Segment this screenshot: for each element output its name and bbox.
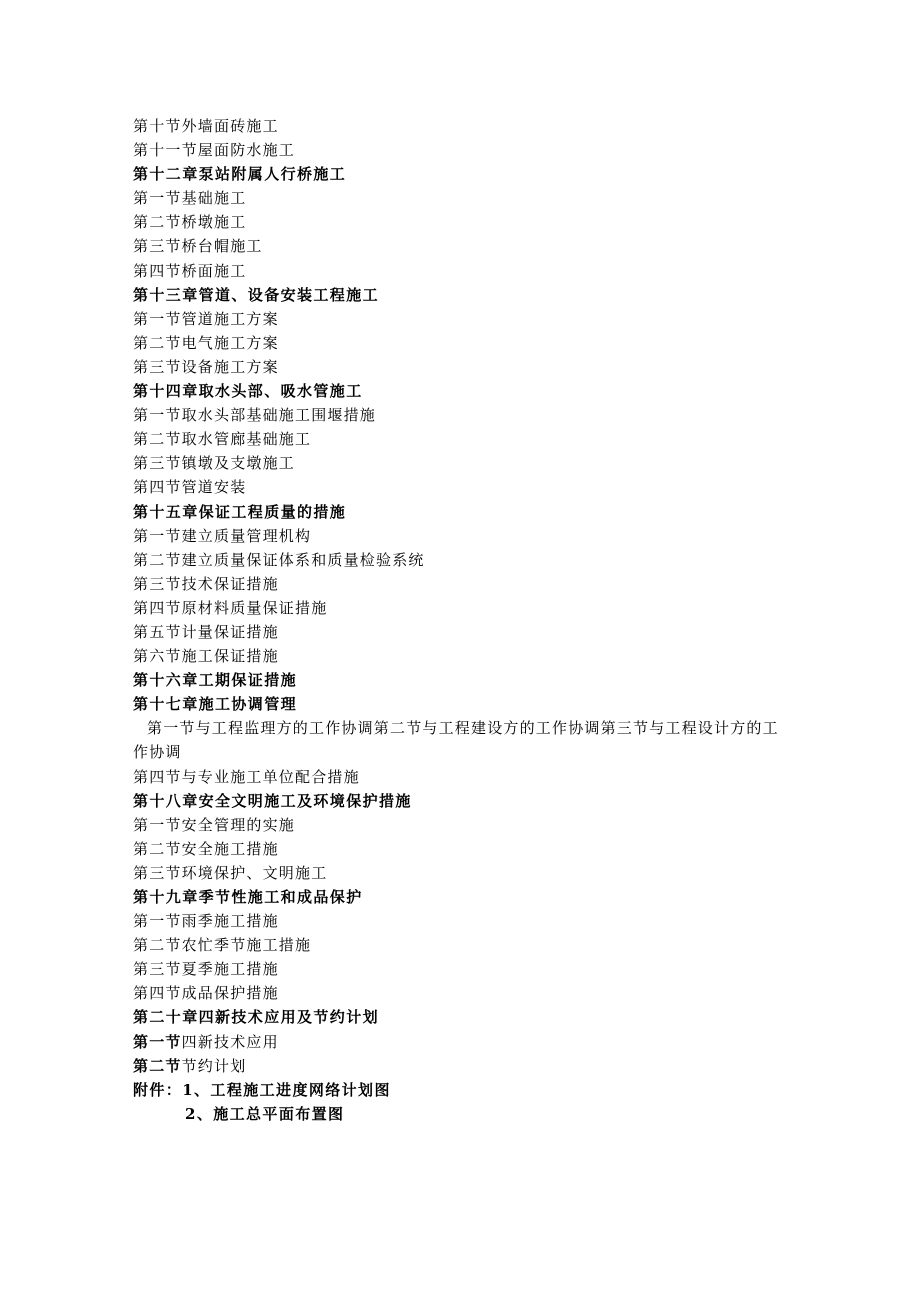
table-of-contents xyxy=(133,114,833,1126)
toc-chapter: 第十七章施工协调管理 xyxy=(133,695,298,714)
toc-section: 第四节原材料质量保证措施 xyxy=(133,598,328,617)
toc-section: 第一节基础施工 xyxy=(133,189,247,208)
toc-section: 第二节取水管廊基础施工 xyxy=(133,430,312,449)
toc-section: 第三节镇墩及支墩施工 xyxy=(133,454,296,473)
toc-section: 第四节与专业施工单位配合措施 xyxy=(133,767,360,786)
toc-section-paragraph: 第一节与工程监理方的工作协调第二节与工程建设方的工作协调第三节与工程设计方的工作协调 xyxy=(133,719,779,762)
toc-section: 第三节环境保护、文明施工 xyxy=(133,863,328,882)
toc-section: 第三节设备施工方案 xyxy=(133,357,279,376)
toc-section: 第三节技术保证措施 xyxy=(133,574,279,593)
toc-chapter: 第十四章取水头部、吸水管施工 xyxy=(133,382,363,401)
toc-section-number: 第二节 xyxy=(133,1056,182,1075)
toc-attachment: 附件：1、工程施工进度网络计划图 xyxy=(133,1080,391,1099)
toc-chapter: 第二十章四新技术应用及节约计划 xyxy=(133,1008,380,1027)
toc-section: 第一节安全管理的实施 xyxy=(133,815,296,834)
toc-section: 第十一节屋面防水施工 xyxy=(133,141,296,160)
toc-section: 第三节夏季施工措施 xyxy=(133,960,279,979)
toc-chapter: 第十五章保证工程质量的措施 xyxy=(133,502,347,521)
toc-section: 第二节电气施工方案 xyxy=(133,333,279,352)
toc-section: 第二节建立质量保证体系和质量检验系统 xyxy=(133,550,425,569)
toc-chapter: 第十八章安全文明施工及环境保护措施 xyxy=(133,791,412,810)
toc-section: 第一节管道施工方案 xyxy=(133,309,279,328)
toc-section xyxy=(133,1054,833,1078)
toc-section: 第二节农忙季节施工措施 xyxy=(133,936,312,955)
toc-section: 第四节管道安装 xyxy=(133,478,247,497)
toc-section: 第一节取水头部基础施工围堰措施 xyxy=(133,406,377,425)
toc-section: 第二节安全施工措施 xyxy=(133,839,279,858)
toc-section: 第六节施工保证措施 xyxy=(133,647,279,666)
toc-section: 第四节成品保护措施 xyxy=(133,984,279,1003)
toc-chapter: 第十二章泵站附属人行桥施工 xyxy=(133,165,347,184)
toc-chapter: 第十九章季节性施工和成品保护 xyxy=(133,888,363,906)
toc-section-number: 第一节 xyxy=(133,1032,182,1051)
toc-section: 第二节桥墩施工 xyxy=(133,213,247,232)
toc-chapter: 第十六章工期保证措施 xyxy=(133,671,298,690)
toc-attachment: 2、施工总平面布置图 xyxy=(185,1104,345,1123)
toc-section: 第十节外墙面砖施工 xyxy=(133,117,279,135)
toc-section: 第一节雨季施工措施 xyxy=(133,912,279,931)
toc-chapter: 第十三章管道、设备安装工程施工 xyxy=(133,285,380,304)
toc-section: 第一节建立质量管理机构 xyxy=(133,526,312,545)
toc-section-title: 节约计划 xyxy=(181,1056,247,1075)
toc-section xyxy=(133,1030,833,1054)
toc-section: 第五节计量保证措施 xyxy=(133,622,279,641)
toc-section-title: 四新技术应用 xyxy=(181,1032,279,1051)
toc-section: 第三节桥台帽施工 xyxy=(133,237,263,256)
toc-section: 第四节桥面施工 xyxy=(133,261,247,280)
